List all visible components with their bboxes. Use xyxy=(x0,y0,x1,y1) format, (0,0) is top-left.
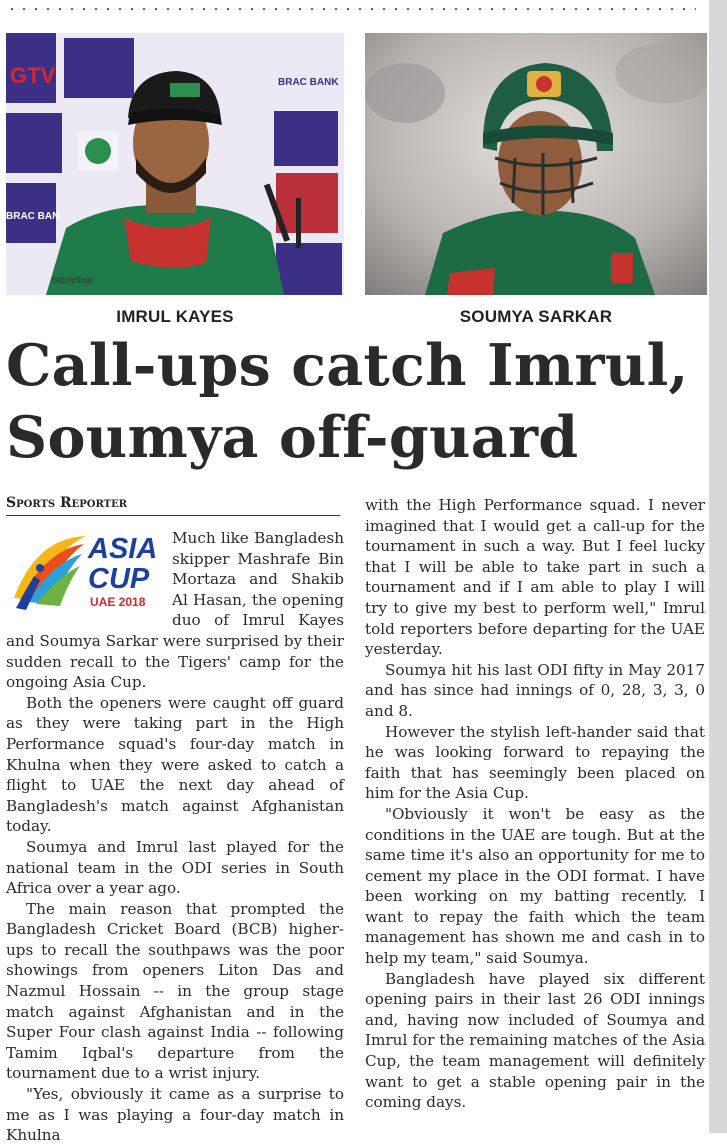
svg-text:GTV: GTV xyxy=(10,63,56,88)
byline: Sports Reporter xyxy=(6,495,340,516)
article-column-right xyxy=(365,495,705,1113)
soumya-sarkar-photo xyxy=(365,33,707,295)
paragraph-10: Bangladesh have played six different opening pairs in their last 26 ODI innings and, having now included of Soumya and Imrul for the remaining matches of the Asia Cup, the team management will definitely want to get a stable opening pair in the coming days. xyxy=(365,969,705,1112)
imrul-kayes-caption: IMRUL KAYES xyxy=(116,307,234,326)
paragraph-2: Both the openers were caught off guard as they were taking part in the High Performance squad's four-day match in Khulna when they were asked to catch a flight to UAE the next day ahead of Bangladesh's match against Afghanistan today. xyxy=(6,693,344,836)
svg-text:BRAC BANK: BRAC BANK xyxy=(278,77,339,88)
paragraph-5: "Yes, obviously it came as a surprise to me as I was playing a four-day match in Khulna xyxy=(6,1085,344,1145)
svg-text:bdcrictime: bdcrictime xyxy=(52,275,94,285)
soumya-sarkar-caption: SOUMYA SARKAR xyxy=(459,307,613,326)
paragraph-1: Much like Bangladesh skipper Mashrafe Bin Mortaza and Shakib Al Hasan, the opening duo of Imrul Kayes and Soumya Sarkar were surprised by their sudden recall to the Tigers' camp for the ongoing Asia Cup. xyxy=(6,529,344,692)
article-column-left xyxy=(6,528,344,1146)
paragraph-3: Soumya and Imrul last played for the national team in the ODI series in South Africa over a year ago. xyxy=(6,837,344,898)
paragraph-6: with the High Performance squad. I never imagined that I would get a call-up for the tournament in such a way. But I feel lucky that I will be able to take part in such a tournament and if I am able to play I will try to give my best to perform well," Imrul told reporters before departing for the UAE yesterday. xyxy=(365,496,705,659)
headline-line-2: Soumya off-guard xyxy=(6,404,579,471)
svg-text:UAE 2018: UAE 2018 xyxy=(90,595,146,609)
svg-text:CUP: CUP xyxy=(88,563,150,595)
paragraph-8: However the stylish left-hander said that he was looking forward to repaying the faith that has seemingly been placed on him for the Asia Cup. xyxy=(365,722,705,803)
svg-text:ASIA: ASIA xyxy=(88,533,158,565)
headline-line-1: Call-ups catch Imrul, xyxy=(6,332,689,399)
paragraph-4: The main reason that prompted the Bangladesh Cricket Board (BCB) higher-ups to recall the southpaws was the poor showings from openers Liton Das and Nazmul Hossain -- in the group stage match against Afghanistan and in the Super Four clash against India -- following Tamim Iqbal's departure from the tournament due to a wrist injury. xyxy=(6,899,344,1083)
imrul-kayes-photo xyxy=(6,33,344,295)
page-edge xyxy=(709,0,727,1133)
headline xyxy=(6,330,706,474)
asia-cup-logo xyxy=(6,528,164,616)
paragraph-9: "Obviously it won't be easy as the conditions in the UAE are tough. But at the same time it's also an opportunity for me to cement my place in the ODI format. I have been working on my batting recently. I want to repay the faith which the team management has shown me and cash in to help my team," said Soumya. xyxy=(365,804,705,968)
dotted-rule xyxy=(6,6,696,12)
paragraph-7: Soumya hit his last ODI fifty in May 2017 and has since had innings of 0, 28, 3, 3, 0 and 8. xyxy=(365,660,705,720)
svg-text:BRAC BAN: BRAC BAN xyxy=(6,211,60,222)
